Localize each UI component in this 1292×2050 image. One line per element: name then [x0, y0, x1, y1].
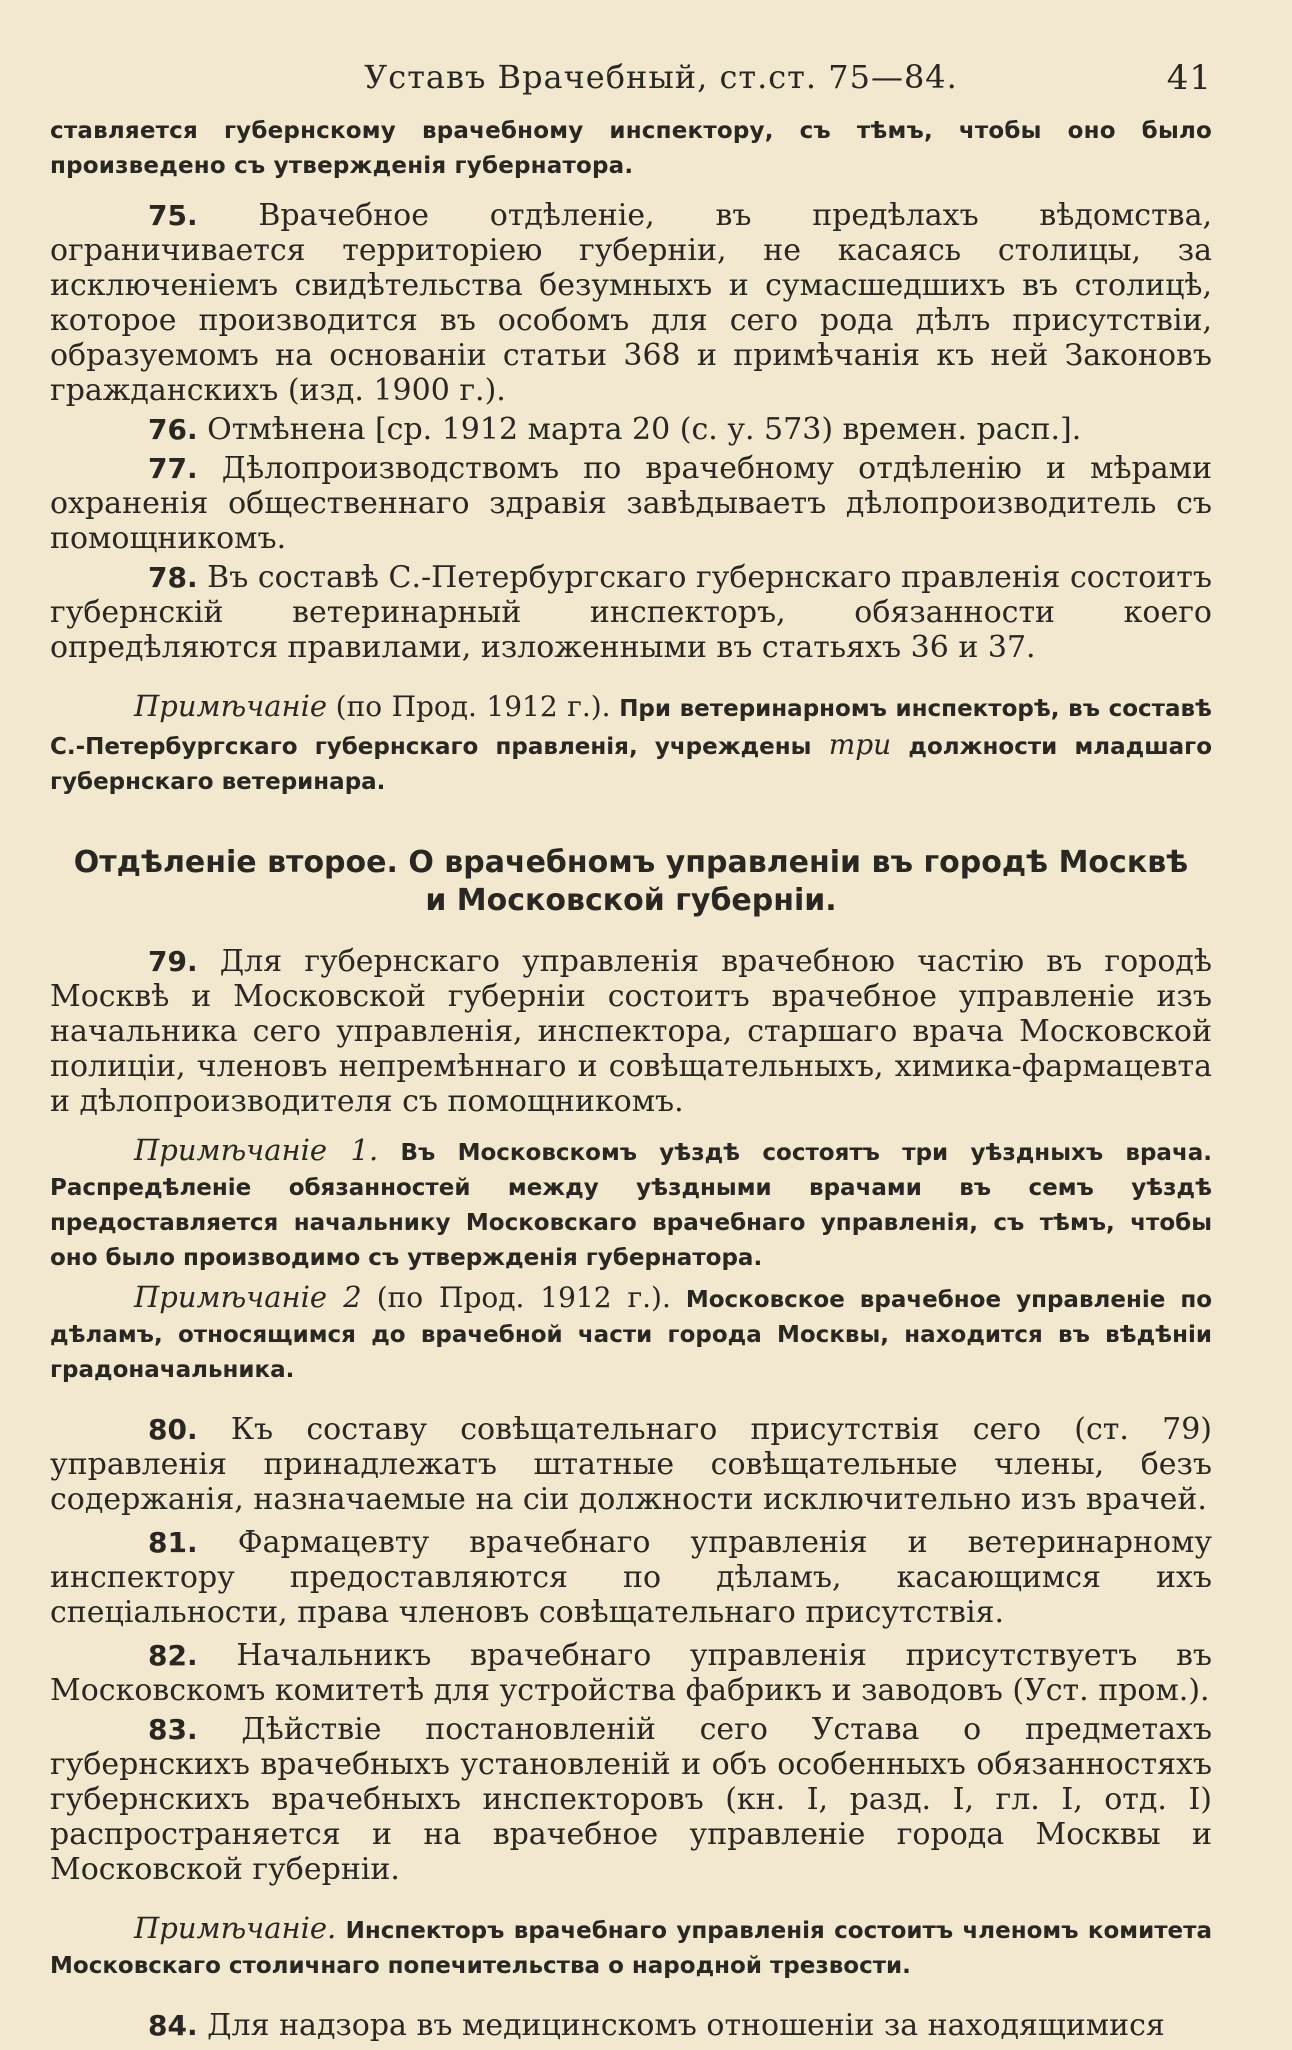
article-number: 82.: [148, 1639, 198, 1672]
note-text: Московское врачебное управленіе по дѣламъ, относящимся до врачебной части города Москвы, находится въ вѣдѣніи градоначальника.: [50, 1287, 1213, 1383]
article-76: [50, 412, 1212, 447]
article-text: Въ составѣ С.-Петербургскаго губернскаго правленія состоитъ губернскій ветеринарный инспекторъ, обязанности коего опредѣляются правилами, изложенными въ статьяхъ 36 и 37.: [50, 560, 1212, 665]
article-number: 80.: [148, 1413, 198, 1446]
article-text: Фармацевту врачебнаго управленія и ветеринарному инспектору предоставляются по дѣламъ, касающимся ихъ спеціальности, права членовъ совѣщательнаго присутствія.: [50, 1525, 1212, 1630]
article-number: 78.: [148, 561, 198, 594]
article-79: [50, 944, 1212, 1119]
running-header: [50, 58, 1212, 114]
section-heading-line-1: Отдѣленіе второе. О врачебномъ управленіи въ городѣ Москвѣ: [73, 845, 1189, 880]
article-text: Дѣйствіе постановленій сего Устава о предметахъ губернскихъ врачебныхъ установленій и объ особенныхъ обязанностяхъ губернскихъ врачебныхъ инспекторовъ (кн. I, разд. I, гл. I, отд. I) распространяется и на врачебное управленіе города Москвы и Московской губерніи.: [50, 1712, 1212, 1887]
note-source: (по Прод. 1912 г.).: [376, 1281, 671, 1314]
article-text: Для губернскаго управленія врачебною частію въ городѣ Москвѣ и Московской губерніи состоитъ врачебное управленіе изъ начальника сего управленія, инспектора, старшаго врача Московской полиціи, членовъ непремѣннаго и совѣщательныхъ, химика-фармацевта и дѣлопроизводителя съ помощникомъ.: [50, 944, 1212, 1119]
article-number: 83.: [148, 1713, 198, 1746]
note-article-78: [50, 689, 1212, 800]
section-heading: [50, 844, 1212, 920]
running-title: Уставъ Врачебный, ст.ст. 75—84.: [364, 58, 958, 96]
note-source: (по Прод. 1912 г.).: [335, 690, 611, 723]
article-number: 77.: [148, 452, 198, 485]
note-label: Примѣчаніе: [134, 689, 328, 723]
article-82: [50, 1638, 1212, 1708]
article-text: Для надзора въ медицинскомъ отношеніи за находящимися: [207, 2008, 1165, 2043]
note-article-79-1: [50, 1133, 1212, 1276]
article-number: 79.: [148, 945, 198, 978]
article-84: [50, 2008, 1212, 2043]
article-number: 84.: [148, 2009, 198, 2042]
article-number: 76.: [148, 413, 198, 446]
note-article-83: [50, 1911, 1212, 1984]
article-text: Врачебное отдѣленіе, въ предѣлахъ вѣдомства, ограничивается территоріею губерніи, не касаясь столицы, за исключеніемъ свидѣтельства безумныхъ и сумасшедшихъ въ столицѣ, которое производится въ особомъ для сего рода дѣлъ присутствіи, образуемомъ на основаніи статьи 368 и примѣчанія къ ней Законовъ гражданскихъ (изд. 1900 г.).: [50, 198, 1212, 408]
note-article-79-2: [50, 1280, 1212, 1388]
article-text: Начальникъ врачебнаго управленія присутствуетъ въ Московскомъ комитетѣ для устройства фабрикъ и заводовъ (Уст. пром.).: [50, 1638, 1212, 1708]
article-80: [50, 1412, 1212, 1517]
note-label: Примѣчаніе 1.: [134, 1133, 379, 1167]
article-number: 81.: [148, 1526, 198, 1559]
section-heading-line-2: и Московской губерніи.: [425, 883, 837, 918]
article-75: [50, 198, 1212, 408]
note-italic-word: три: [828, 728, 892, 761]
article-text: Отмѣнена [ср. 1912 марта 20 (с. у. 573) времен. расп.].: [207, 412, 1082, 447]
note-label: Примѣчаніе 2: [134, 1280, 362, 1314]
article-number: 75.: [148, 199, 198, 232]
article-text: Къ составу совѣщательнаго присутствія сего (ст. 79) управленія принадлежатъ штатные совѣщательные члены, безъ содержанія, назначаемые на сіи должности исключительно изъ врачей.: [50, 1412, 1212, 1517]
article-83: [50, 1712, 1212, 1887]
note-text: При ветеринарномъ инспекторѣ, въ составѣ С.-Петербургскаго губернскаго правленія, учреждены: [50, 696, 1212, 760]
intro-paragraph: ставляется губернскому врачебному инспектору, съ тѣмъ, чтобы оно было произведено съ утвержденія губернатора.: [50, 118, 1212, 179]
article-text: Дѣлопроизводствомъ по врачебному отдѣленію и мѣрами охраненія общественнаго здравія завѣдываетъ дѣлопроизводитель съ помощникомъ.: [50, 451, 1212, 556]
note-text-end: должности младшаго губернскаго ветеринара.: [50, 734, 1212, 795]
article-81: [50, 1525, 1212, 1630]
note-text: Въ Московскомъ уѣздѣ состоятъ три уѣздныхъ врача. Распредѣленіе обязанностей между уѣздными врачами въ семъ уѣздѣ предоставляется начальнику Московскаго врачебнаго управленія, съ тѣмъ, чтобы оно было производимо съ утвержденія губернатора.: [50, 1140, 1212, 1271]
article-78: [50, 560, 1212, 665]
note-label: Примѣчаніе.: [134, 1911, 337, 1945]
article-77: [50, 451, 1212, 556]
note-text: Инспекторъ врачебнаго управленія состоитъ членомъ комитета Московскаго столичнаго попечительства о народной трезвости.: [50, 1918, 1212, 1979]
page-number: 41: [1166, 58, 1212, 98]
